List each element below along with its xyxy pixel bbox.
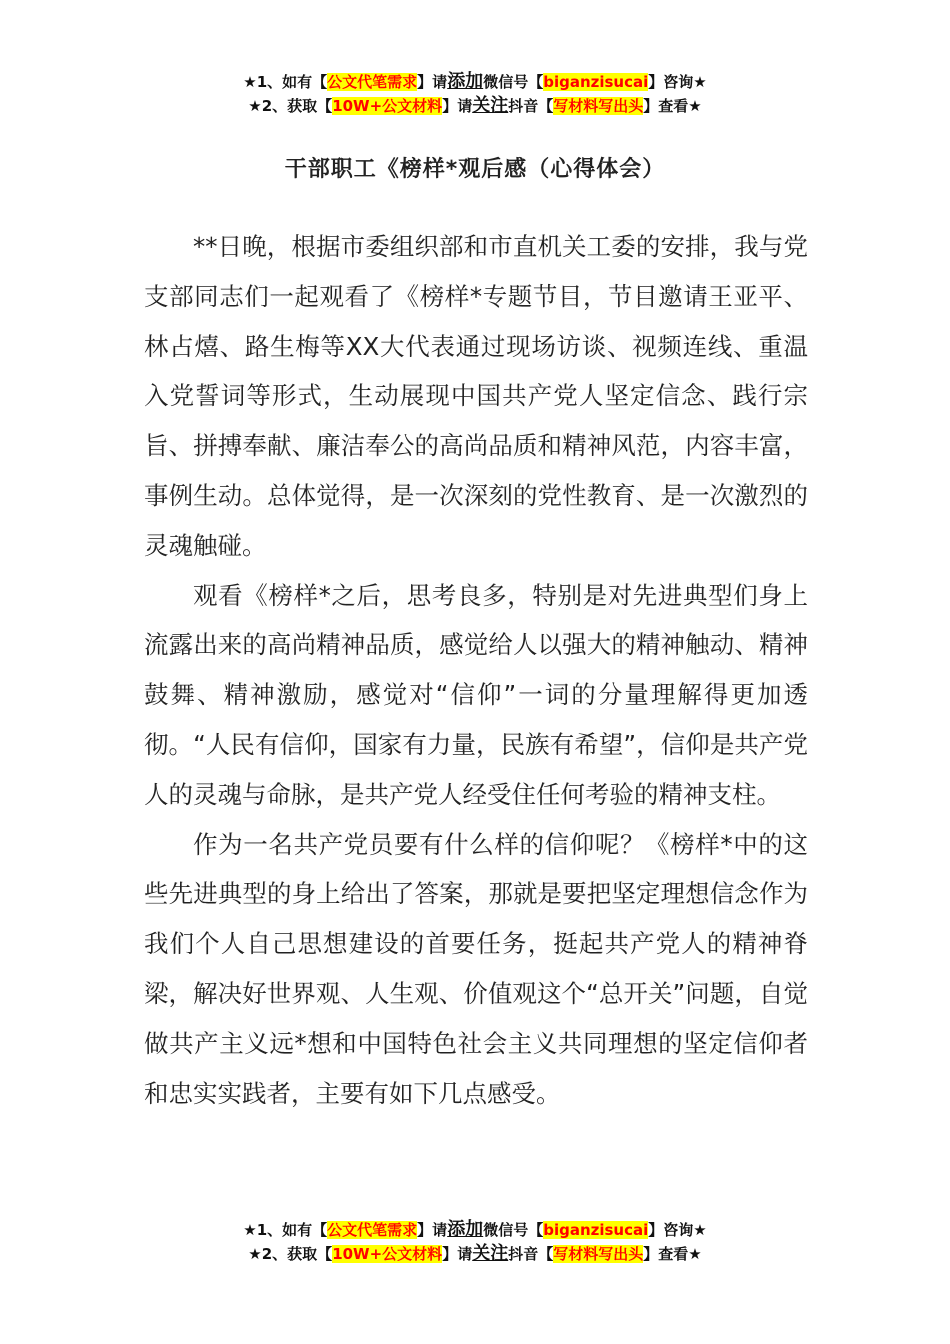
paragraph: 观看《榜样*之后，思考良多，特别是对先进典型们身上流露出来的高尚精神品质，感觉给人以强大的精神触动、精神鼓舞、精神激励，感觉对“信仰”一词的分量理解得更加透彻。“人民有信仰，国家有力量，民族有希望”，信仰是共产党人的灵魂与命脉，是共产党人经受住任何考验的精神支柱。 [144, 580, 808, 809]
promo-banner-bottom [0, 1218, 950, 1266]
document-body [144, 222, 808, 1118]
paragraph: 作为一名共产党员要有什么样的信仰呢？《榜样*中的这些先进典型的身上给出了答案，那就是要把坚定理想信念作为我们个人自己思想建设的首要任务，挺起共产党人的精神脊梁，解决好世界观、人生观、价值观这个“总开关”问题，自觉做共产主义远*想和中国特色社会主义共同理想的坚定信仰者和忠实实践者，主要有如下几点感受。 [144, 829, 808, 1108]
douyin-id-highlight: 写材料写出头 [553, 97, 644, 115]
promo-line-2: ★2、获取【10W+公文材料】请关注抖音【写材料写出头】查看★ [248, 95, 702, 116]
promo-highlight: 10W+公文材料 [332, 97, 443, 115]
promo-underline: 添加 [447, 1219, 484, 1240]
promo-underline: 关注 [472, 1243, 509, 1264]
wechat-id-highlight: biganzisucai [543, 1221, 649, 1239]
promo-underline: 添加 [447, 71, 484, 92]
promo-line-1: ★1、如有【公文代笔需求】请添加微信号【biganzisucai】咨询★ [243, 1219, 707, 1240]
promo-highlight: 10W+公文材料 [332, 1245, 443, 1263]
promo-highlight: 公文代笔需求 [327, 1221, 418, 1239]
promo-highlight: 公文代笔需求 [327, 73, 418, 91]
douyin-id-highlight: 写材料写出头 [553, 1245, 644, 1263]
promo-line-2: ★2、获取【10W+公文材料】请关注抖音【写材料写出头】查看★ [248, 1243, 702, 1264]
promo-banner-top [0, 70, 950, 118]
paragraph: **日晚，根据市委组织部和市直机关工委的安排，我与党支部同志们一起观看了《榜样*专题节目，节目邀请王亚平、林占熺、路生梅等XX大代表通过现场访谈、视频连线、重温入党誓词等形式，生动展现中国共产党人坚定信念、践行宗旨、拼搏奉献、廉洁奉公的高尚品质和精神风范，内容丰富，事例生动。总体觉得，是一次深刻的党性教育、是一次激烈的灵魂触碰。 [144, 232, 808, 560]
document-title: 干部职工《榜样*观后感（心得体会） [284, 157, 666, 182]
wechat-id-highlight: biganzisucai [543, 73, 649, 91]
promo-line-1: ★1、如有【公文代笔需求】请添加微信号【biganzisucai】咨询★ [243, 71, 707, 92]
promo-underline: 关注 [472, 95, 509, 116]
